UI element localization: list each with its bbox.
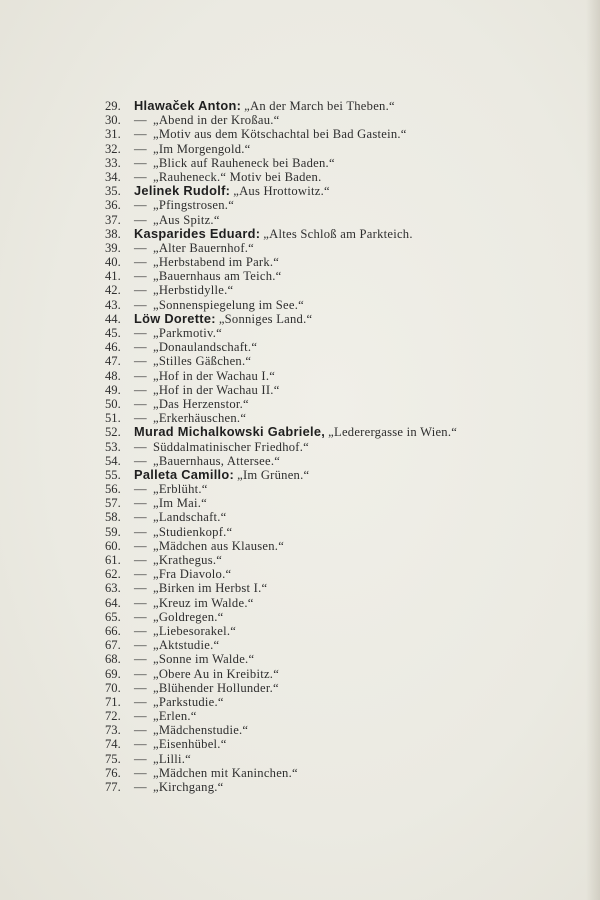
ditto-dash: —	[134, 510, 147, 525]
ditto-dash: —	[134, 255, 147, 270]
ditto-dash: —	[134, 283, 147, 298]
catalogue-entry	[105, 766, 585, 780]
ditto-dash: —	[134, 113, 147, 128]
artwork-title: „Eisenhübel.“	[153, 737, 227, 752]
ditto-dash: —	[134, 652, 147, 667]
artwork-title: „Mädchen mit Kaninchen.“	[153, 765, 298, 780]
artwork-title: „Fra Diavolo.“	[153, 567, 232, 582]
catalogue-entry	[105, 482, 585, 496]
entry-number: 43.	[105, 297, 121, 312]
artwork-title: „Im Mai.“	[153, 496, 208, 511]
artwork-title: „Hof in der Wachau I.“	[153, 368, 276, 383]
catalogue-entry	[105, 553, 585, 567]
artist-name: Hlawaček Anton:	[134, 98, 242, 113]
entry-number: 34.	[105, 169, 121, 184]
ditto-dash: —	[134, 666, 147, 681]
catalogue-entry	[105, 652, 585, 666]
artist-name: Jelinek Rudolf:	[134, 183, 231, 199]
catalogue-entry	[105, 298, 585, 312]
catalogue-entry	[105, 283, 585, 297]
artwork-title: „Krathegus.“	[153, 553, 223, 567]
entry-number: 48.	[105, 368, 121, 383]
entry-number: 70.	[105, 680, 121, 695]
entry-number: 39.	[105, 240, 121, 255]
entry-number: 69.	[105, 666, 121, 681]
artwork-title: „Bauernhaus am Teich.“	[153, 269, 282, 284]
entry-number: 41.	[105, 269, 121, 284]
artwork-title: „Parkmotiv.“	[153, 326, 222, 340]
page-edge-shadow	[586, 0, 600, 900]
entry-number: 68.	[105, 652, 121, 667]
artwork-title: „Motiv aus dem Kötschachtal bei Bad Gastein.“	[153, 127, 407, 142]
catalogue-entry	[105, 709, 585, 723]
entry-number: 29.	[105, 99, 121, 113]
entry-number: 73.	[105, 723, 121, 738]
ditto-dash: —	[134, 453, 147, 468]
entry-number: 57.	[105, 496, 121, 511]
catalogue-entry	[105, 99, 585, 113]
artwork-title: „Stilles Gäßchen.“	[153, 354, 252, 369]
catalogue-entry	[105, 695, 585, 709]
entry-number: 76.	[105, 765, 121, 780]
catalogue-entry	[105, 610, 585, 624]
artist-name: Löw Dorette:	[134, 310, 216, 326]
entry-number: 65.	[105, 609, 121, 624]
entry-number: 63.	[105, 581, 121, 596]
artwork-title: „Alter Bauernhof.“	[153, 240, 255, 255]
artwork-title: „Blühender Hollunder.“	[153, 680, 279, 695]
artwork-title: „Donaulandschaft.“	[153, 340, 258, 355]
artwork-title: „Parkstudie.“	[153, 694, 224, 709]
artwork-title: „Kirchgang.“	[153, 780, 224, 794]
catalogue-entry	[105, 525, 585, 539]
catalogue-entry	[105, 667, 585, 681]
artwork-title: „Obere Au in Kreibitz.“	[153, 666, 280, 681]
entry-number: 62.	[105, 567, 121, 582]
ditto-dash: —	[134, 212, 147, 227]
artwork-title: „Herbstidylle.“	[153, 283, 234, 298]
catalogue-entry	[105, 369, 585, 383]
catalogue-entry	[105, 326, 585, 340]
catalogue-entry	[105, 269, 585, 283]
ditto-dash: —	[134, 780, 147, 794]
artwork-title: „Abend in der Kroßau.“	[153, 113, 280, 128]
entry-number: 42.	[105, 283, 121, 298]
artwork-title: „Erkerhäuschen.“	[153, 411, 247, 426]
entry-number: 66.	[105, 623, 121, 638]
artwork-title: „Altes Schloß am Parkteich.	[263, 226, 413, 241]
catalogue-entry	[105, 411, 585, 425]
entry-number: 35.	[105, 184, 121, 199]
ditto-dash: —	[134, 609, 147, 624]
catalogue-entry	[105, 354, 585, 368]
entry-number: 31.	[105, 127, 121, 142]
entry-number: 32.	[105, 141, 121, 156]
entry-number: 64.	[105, 595, 121, 610]
artwork-title: „Hof in der Wachau II.“	[153, 382, 280, 397]
ditto-dash: —	[134, 240, 147, 255]
ditto-dash: —	[134, 141, 147, 156]
entry-number: 53.	[105, 439, 121, 454]
artwork-title: Süddalmatinischer Friedhof.“	[153, 439, 309, 454]
ditto-dash: —	[134, 680, 147, 695]
entry-number: 77.	[105, 780, 121, 794]
artwork-title: „Im Morgengold.“	[153, 141, 251, 156]
catalogue-entry	[105, 752, 585, 766]
entry-number: 45.	[105, 326, 121, 340]
ditto-dash: —	[134, 694, 147, 709]
catalogue-entry	[105, 127, 585, 141]
ditto-dash: —	[134, 482, 147, 497]
entry-number: 38.	[105, 226, 121, 241]
ditto-dash: —	[134, 382, 147, 397]
entry-number: 67.	[105, 638, 121, 653]
ditto-dash: —	[134, 723, 147, 738]
artwork-title: „Sonniges Land.“	[218, 311, 313, 326]
ditto-dash: —	[134, 553, 147, 567]
ditto-dash: —	[134, 439, 147, 454]
entry-number: 75.	[105, 751, 121, 766]
artwork-title: „An der March bei Theben.“	[244, 99, 395, 113]
artwork-title: „Sonne im Walde.“	[153, 652, 255, 667]
catalogue-entry	[105, 468, 585, 482]
entry-number: 56.	[105, 482, 121, 497]
entry-number: 71.	[105, 694, 121, 709]
catalogue-entry	[105, 681, 585, 695]
ditto-dash: —	[134, 496, 147, 511]
catalogue-entry	[105, 170, 585, 184]
artwork-title: „Rauheneck.“ Motiv bei Baden.	[153, 169, 322, 184]
catalogue-entry	[105, 340, 585, 354]
ditto-dash: —	[134, 411, 147, 426]
ditto-dash: —	[134, 127, 147, 142]
entry-number: 59.	[105, 524, 121, 539]
catalogue-entry	[105, 723, 585, 737]
artwork-title: „Goldregen.“	[153, 609, 224, 624]
entry-number: 54.	[105, 453, 121, 468]
ditto-dash: —	[134, 524, 147, 539]
catalogue-entry	[105, 156, 585, 170]
artwork-title: „Sonnenspiegelung im See.“	[153, 297, 304, 312]
artwork-title: „Aus Hrottowitz.“	[233, 184, 330, 199]
artwork-title: „Erlen.“	[153, 709, 197, 724]
ditto-dash: —	[134, 737, 147, 752]
artist-name: Palleta Camillo:	[134, 466, 235, 482]
artwork-title: „Studienkopf.“	[153, 524, 233, 539]
catalogue-entry	[105, 113, 585, 127]
artwork-title: „Herbstabend im Park.“	[153, 255, 280, 270]
catalogue-entry	[105, 383, 585, 397]
entry-number: 40.	[105, 255, 121, 270]
ditto-dash: —	[134, 354, 147, 369]
ditto-dash: —	[134, 595, 147, 610]
entry-number: 61.	[105, 553, 121, 567]
catalogue-entry	[105, 440, 585, 454]
catalogue-entry	[105, 780, 585, 794]
catalogue-entry	[105, 312, 585, 326]
artwork-title: „Erblüht.“	[153, 482, 208, 497]
catalogue-list	[105, 99, 585, 794]
artist-name: Murad Michalkowski Gabriele,	[134, 424, 326, 440]
catalogue-entry	[105, 241, 585, 255]
artwork-title: „Pfingstrosen.“	[153, 198, 235, 213]
ditto-dash: —	[134, 567, 147, 582]
catalogue-entry	[105, 624, 585, 638]
ditto-dash: —	[134, 269, 147, 284]
entry-number: 50.	[105, 396, 121, 411]
ditto-dash: —	[134, 765, 147, 780]
catalogue-entry	[105, 227, 585, 241]
ditto-dash: —	[134, 198, 147, 213]
artwork-title: „Das Herzenstor.“	[153, 396, 249, 411]
catalogue-entry	[105, 567, 585, 581]
entry-number: 36.	[105, 198, 121, 213]
artwork-title: „Lederergasse in Wien.“	[328, 425, 458, 440]
ditto-dash: —	[134, 340, 147, 355]
entry-number: 55.	[105, 467, 121, 482]
catalogue-entry	[105, 255, 585, 269]
entry-number: 30.	[105, 113, 121, 128]
catalogue-entry	[105, 496, 585, 510]
catalogue-entry	[105, 581, 585, 595]
entry-number: 37.	[105, 212, 121, 227]
catalogue-entry	[105, 737, 585, 751]
entry-number: 72.	[105, 709, 121, 724]
ditto-dash: —	[134, 169, 147, 184]
artwork-title: „Bauernhaus, Attersee.“	[153, 453, 281, 468]
catalogue-entry	[105, 539, 585, 553]
artwork-title: „Blick auf Rauheneck bei Baden.“	[153, 155, 335, 170]
catalogue-entry	[105, 596, 585, 610]
catalogue-entry	[105, 198, 585, 212]
artwork-title: „Kreuz im Walde.“	[153, 595, 254, 610]
entry-number: 58.	[105, 510, 121, 525]
ditto-dash: —	[134, 751, 147, 766]
catalogue-entry	[105, 510, 585, 524]
artwork-title: „Birken im Herbst I.“	[153, 581, 268, 596]
artwork-title: „Mädchenstudie.“	[153, 723, 249, 738]
artwork-title: „Lilli.“	[153, 751, 192, 766]
ditto-dash: —	[134, 326, 147, 340]
artwork-title: „Liebesorakel.“	[153, 623, 237, 638]
catalogue-entry	[105, 213, 585, 227]
ditto-dash: —	[134, 638, 147, 653]
catalogue-entry	[105, 142, 585, 156]
artwork-title: „Mädchen aus Klausen.“	[153, 538, 285, 553]
ditto-dash: —	[134, 155, 147, 170]
artwork-title: „Landschaft.“	[153, 510, 227, 525]
entry-number: 44.	[105, 311, 121, 326]
artwork-title: „Aus Spitz.“	[153, 212, 220, 227]
entry-number: 33.	[105, 155, 121, 170]
catalogue-entry	[105, 425, 585, 439]
ditto-dash: —	[134, 297, 147, 312]
entry-number: 47.	[105, 354, 121, 369]
artist-name: Kasparides Eduard:	[134, 225, 261, 241]
entry-number: 60.	[105, 538, 121, 553]
ditto-dash: —	[134, 368, 147, 383]
catalogue-entry	[105, 184, 585, 198]
catalogue-entry	[105, 397, 585, 411]
ditto-dash: —	[134, 623, 147, 638]
artwork-title: „Aktstudie.“	[153, 638, 220, 653]
catalogue-entry	[105, 454, 585, 468]
artwork-title: „Im Grünen.“	[237, 467, 310, 482]
ditto-dash: —	[134, 396, 147, 411]
ditto-dash: —	[134, 709, 147, 724]
ditto-dash: —	[134, 581, 147, 596]
catalogue-entry	[105, 638, 585, 652]
entry-number: 74.	[105, 737, 121, 752]
entry-number: 51.	[105, 411, 121, 426]
entry-number: 49.	[105, 382, 121, 397]
ditto-dash: —	[134, 538, 147, 553]
entry-number: 46.	[105, 340, 121, 355]
entry-number: 52.	[105, 425, 121, 440]
